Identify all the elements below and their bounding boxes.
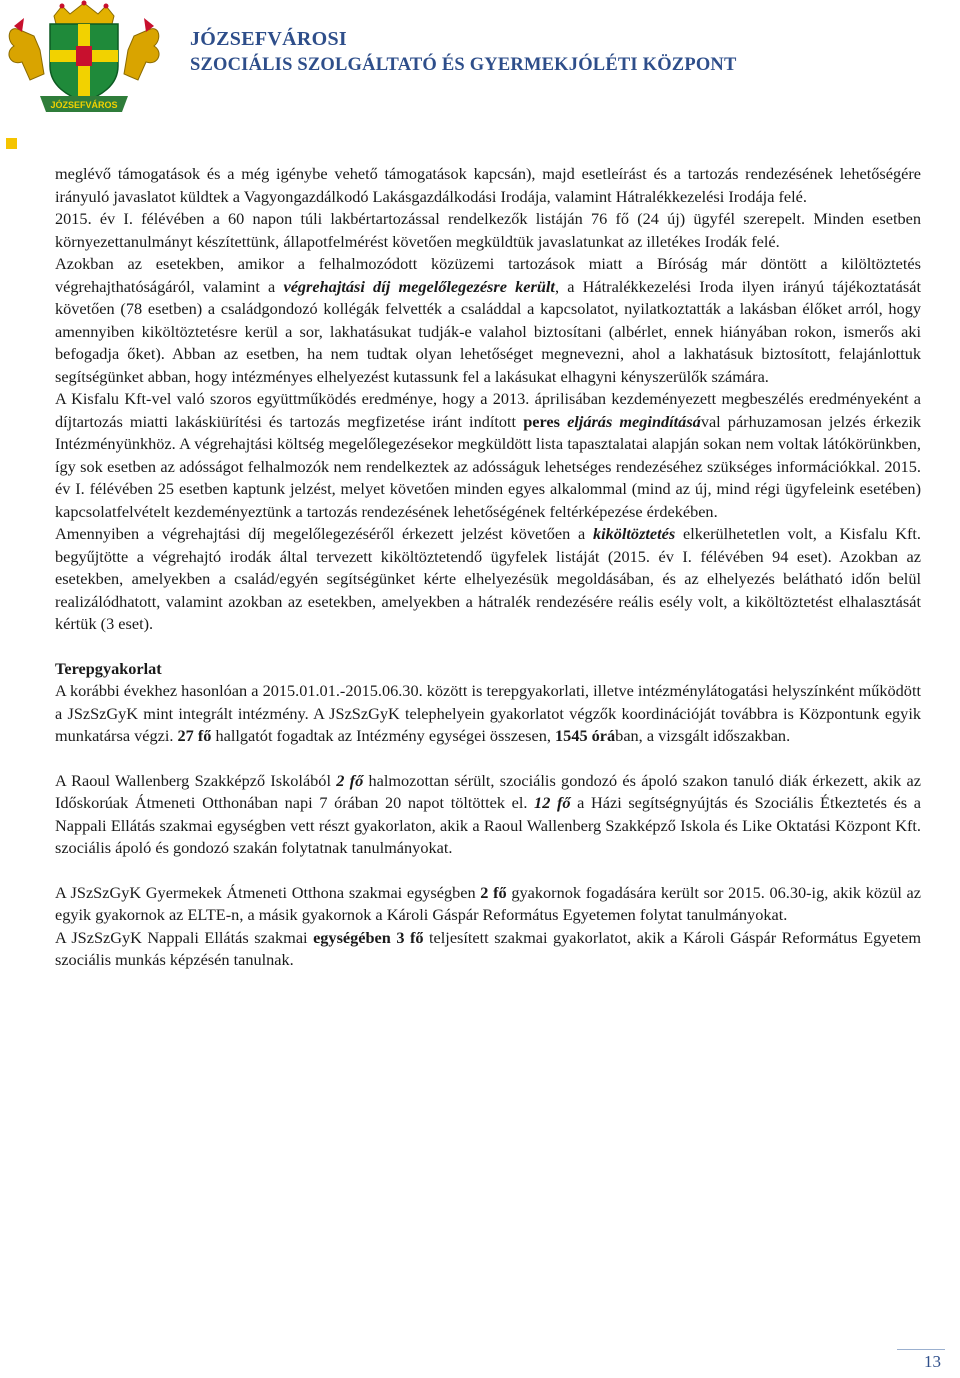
crest-banner-text: JÓZSEFVÁROS [50, 100, 118, 110]
left-griffin-icon [9, 29, 44, 80]
paragraph-1: meglévő támogatások és a még igénybe vehető támogatások kapcsán), majd esetleírást és a tartozás rendezésének lehetőségére irányuló javaslatot küldtek a Vagyongazdálkodó Lakásgazdálkodási Irodája, valamint Hátralékkezelési Irodája felé. [55, 164, 921, 206]
organization-header [190, 26, 737, 78]
page-number: 13 [924, 1352, 941, 1371]
emphasis-text: kiköltöztetés [592, 524, 676, 543]
yellow-bullet-square [6, 138, 17, 149]
organization-name-line2: SZOCIÁLIS SZOLGÁLTATÓ ÉS GYERMEKJÓLÉTI KÖZPONT [190, 55, 737, 75]
emphasis-text: 1545 órá [555, 726, 616, 745]
right-griffin-icon [124, 29, 159, 80]
organization-name-line1: JÓZSEFVÁROSI [190, 28, 347, 50]
paragraph-8: A JSzSzGyK Gyermekek Átmeneti Otthona szakmai egységben 2 fő gyakornok fogadására került sor 2015. 06.30-ig, akik közül az egyik gyakornok az ELTE-n, a másik gyakornok a Károli Gáspár Református Egyetemen folytat tanulmányokat. [55, 882, 922, 924]
paragraph-5: Amennyiben a végrehajtási díj megelőlegezéséről érkezett jelzést követően a kiköltöztetés elkerülhetetlen volt, a Kisfalu Kft. begyűjtötte a végrehajtó irodák által tervezett kiköltöztetendő ügyfelek listáját (2015. év I. félévében 94 eset). Azokban az esetekben, amelyekben a család/egyén segítségünket kérte elhelyezésük megoldásában, és az elhelyezés belátható időn belül realizálódhatott, valamint azokban az esetekben, amelyekben a hátralék rendezésére reális esély volt, a kiköltöztetést elhalasztását kértük (3 eset). [55, 524, 921, 633]
paragraph-2: 2015. év I. félévében a 60 napon túli lakbértartozással rendelkezők listáján 76 fő (24 új) ügyfél szerepelt. Minden esetben környezettanulmányt készítettünk, állapotfelmérést követően megküldtük javaslatunkat az illetékes Irodák felé. [55, 209, 921, 251]
emphasis-text: 12 fő [534, 793, 571, 812]
emphasis-text: egységében 3 fő [313, 927, 424, 947]
paragraph-6: A korábbi évekhez hasonlóan a 2015.01.01.-2015.06.30. között is terepgyakorlati, illetve intézménylátogatási helyszínként működött a JSzSzGyK mint integrált intézmény. A JSzSzGyK telephelyein gyakorlatot végzők koordinációját továbbra is Központunk egyik munkatársa végzi. 27 fő hallgatót fogadtak az Intézmény egységei összesen, 1545 órában, a vizsgált időszakban. [55, 681, 921, 745]
section-heading: Terepgyakorlat [55, 658, 162, 678]
emphasis-text: 27 fő [177, 726, 212, 745]
emphasis-text: végrehajtási díj megelőlegezésre került [283, 276, 555, 296]
emphasis-text: eljárás megindításá [567, 411, 701, 431]
document-body [55, 163, 921, 972]
emphasis-text: 2 fő [336, 770, 364, 790]
footer-divider [897, 1349, 945, 1350]
paragraph-7: A Raoul Wallenberg Szakképző Iskolából 2 fő halmozottan sérült, szociális gondozó és ápoló szakon tanuló diák érkezett, akik az Időskorúak Átmeneti Otthonában napi 7 órában 20 napot töltöttek el. 12 fő a Házi segítségnyújtás és Szociális Étkeztetés és a Nappali Ellátás szakmai egységben vett részt gyakorlaton, akik a Raoul Wallenberg Szakképző Iskola és Like Oktatási Központ Kft. szociális ápoló és gondozó szakán folytatnak tanulmányokat. [55, 770, 921, 857]
paragraph-4: A Kisfalu Kft-vel való szoros együttműködés eredménye, hogy a 2013. áprilisában kezdeményezett megbeszélés eredményeként a díjtartozás miatti lakáskiürítési és tartozás megfizetése iránt indított peres eljárás megindításával párhuzamosan jelzés érkezik Intézményünkhöz. A végrehajtási költség megelőlegezésekor megküldött lista tapasztalatai alapján sokan nem voltak látókörünkben, így sok esetben az adósságot felhalmozók nem rendelkeztek az adósságuk lehetséges rendezéséhez szükséges információkkal. 2015. év I. félévében 25 esetben kaptunk jelzést, melyet követően minden egyes alkalommal (mind az új, mind régi ügyfeleink esetében) kapcsolatfelvételt kezdeményeztünk a tartozás rendezésének lehetőségének feltérképezése érdekében. [55, 389, 921, 521]
emphasis-text: peres [523, 411, 568, 431]
jozsefvaros-crest-logo [0, 0, 168, 118]
paragraph-3: Azokban az esetekben, amikor a felhalmozódott közüzemi tartozások miatt a Bíróság már döntött a kilöltöztetés végrehajthatóságáról, valamint a végrehajtási díj megelőlegezésre került, a Hátralékkezelési Iroda ilyen irányú tájékoztatását követően (78 esetben) a családgondozó kollégák felvették a családdal a kapcsolatot, nyilatkoztatták a lakásban élőket arról, hogy amennyiben kiköltöztetésre kerül a sor, lakhatásukat tudják-e valahol biztosítani (albérlet, ennek hiányában rokon, ismerős aki befogadja őket). Abban az esetben, ha nem tudtak olyan lehetőséget megnevezni, ahol a lakhatásuk biztosított, felajánlottuk segítségünket abban, hogy intézményes elhelyezést kutassunk fel a lakásukat elhagyni kényszerülők számára. [55, 254, 921, 386]
paragraph-9: A JSzSzGyK Nappali Ellátás szakmai egységében 3 fő teljesített szakmai gyakorlatot, akik a Károli Gáspár Református Egyetem szociális munkás képzésén tanulnak. [55, 927, 921, 969]
emphasis-text: 2 fő [480, 882, 507, 902]
